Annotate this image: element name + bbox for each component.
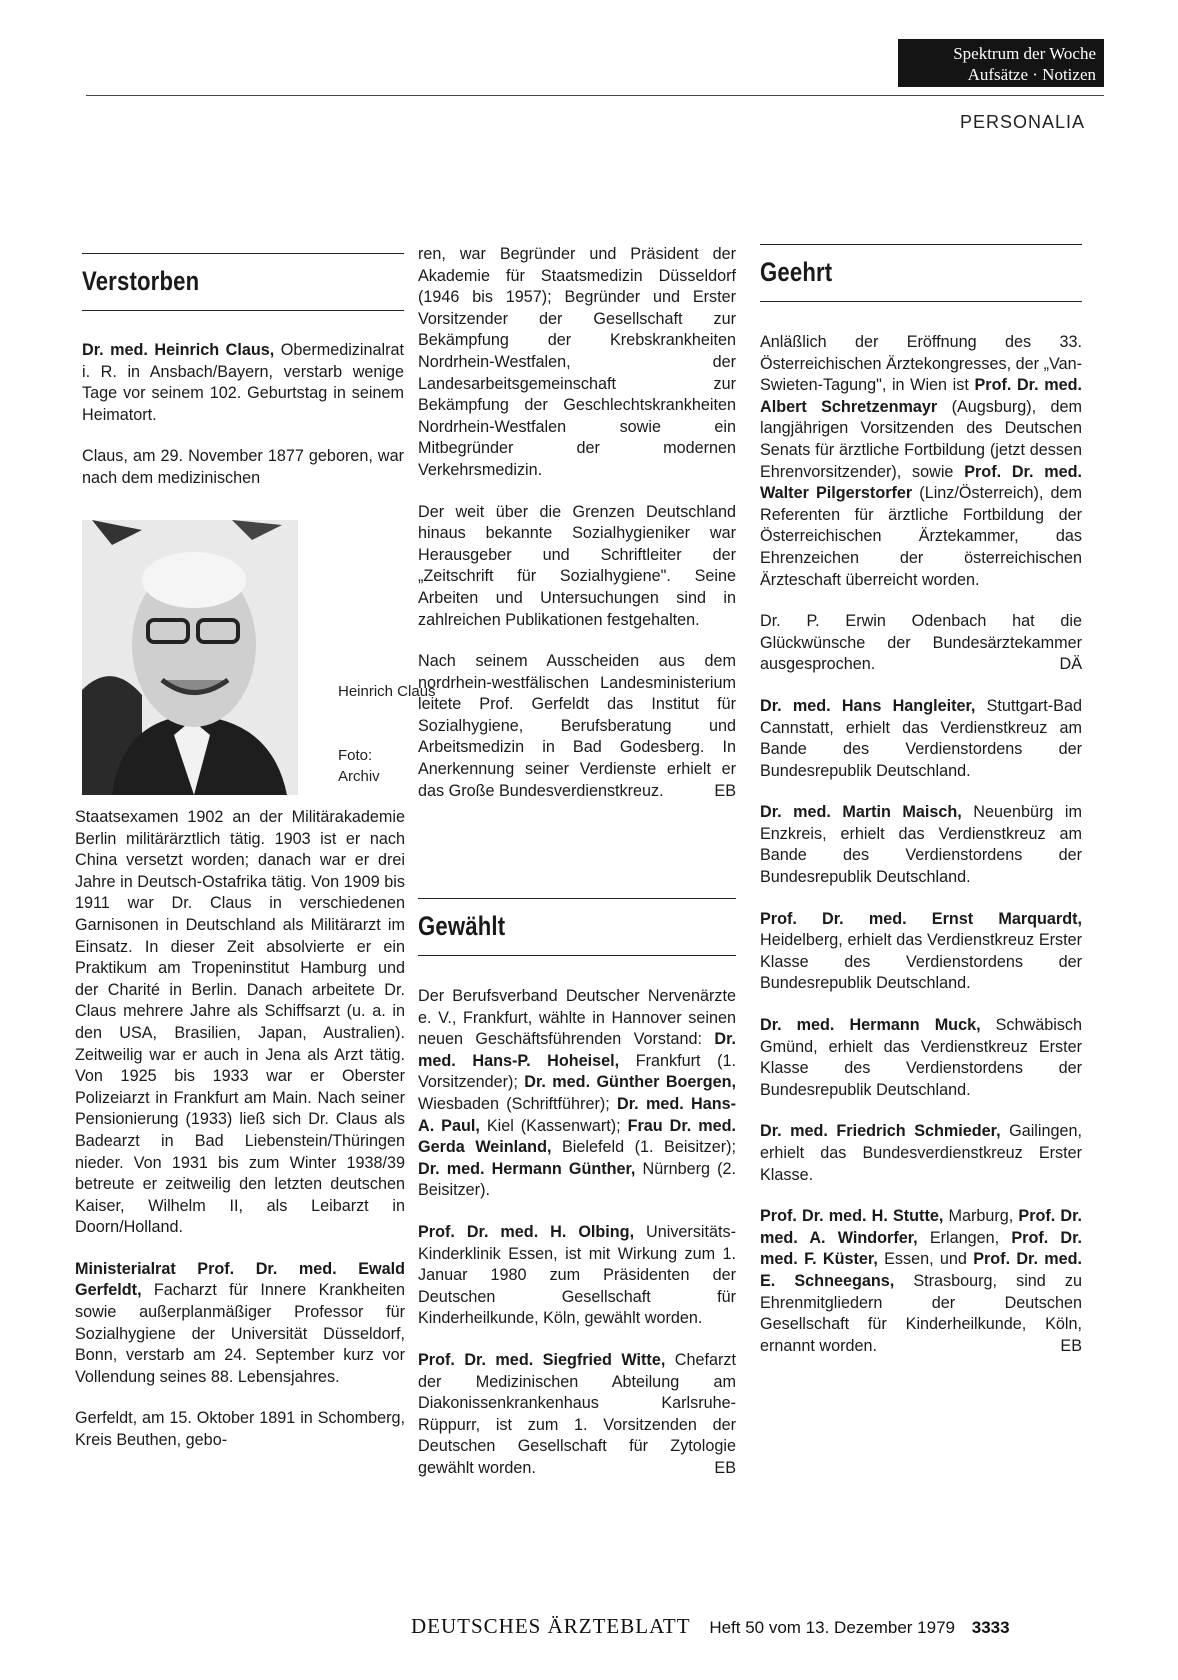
- person-name: Dr. med. Günther Boergen,: [524, 1073, 736, 1092]
- heading-geehrt-block: [760, 244, 1082, 302]
- text: (Augsburg), dem langjährigen Vorsitzenden des Deutschen Senats für ärztliche Fortbildung (jetzt dessen Ehrenvorsitzender), sowie: [760, 397, 1082, 481]
- heading-geehrt: Geehrt: [760, 257, 833, 287]
- paragraph: Der weit über die Grenzen Deutschland hinaus bekannte Sozialhygieniker war Herausgeber und Schriftleiter der „Zeitschrift für Sozialhygiene". Seine Arbeiten und Untersuchungen sind in zahlreichen Publikationen festgehalten.: [418, 502, 736, 629]
- text: (Linz/Österreich), dem Referenten für ärztliche Fortbildung der Österreichischen Ärztekammer, das Ehrenzeichen der österreichischen Ärzteschaft überreicht worden.: [760, 484, 1083, 589]
- author-sign: EB: [714, 781, 736, 800]
- paragraph: [760, 909, 1082, 995]
- paragraph: [760, 1015, 1082, 1101]
- text: Kiel (Kassenwart);: [479, 1116, 628, 1135]
- text: Nach seinem Ausscheiden aus dem nordrhein-westfälischen Landesministerium leitete Prof. Gerfeldt das Institut für Sozialhygiene, Berufsberatung und Arbeitsmedizin in Bad Godesberg. In Anerkennung seiner Verdienste erhielt er das Große Bundesverdienstkreuz.: [418, 652, 736, 800]
- heading-rule-top: [82, 253, 404, 254]
- text: Anläßlich der Eröffnung des 33. Österreichischen Ärztekongresses, der „Van-Swieten-Tagung", in Wien ist: [760, 333, 1082, 395]
- photo-caption-credit: Foto: Archiv: [338, 747, 380, 785]
- text: Marburg,: [943, 1207, 1019, 1226]
- text: Schwäbisch Gmünd, erhielt das Verdienstkreuz Erster Klasse des Verdienstordens der Bundesrepublik Deutschland.: [760, 1016, 1083, 1099]
- paragraph: [760, 611, 1082, 676]
- section-title: PERSONALIA: [960, 112, 1086, 132]
- column-1-bottom: [75, 807, 405, 1472]
- paragraph: Claus, am 29. November 1877 geboren, war nach dem medizinischen: [82, 447, 404, 487]
- text: Stuttgart-Bad Cannstatt, erhielt das Verdienstkreuz am Bande des Verdienstordens der Bundesrepublik Deutschland.: [760, 696, 1082, 780]
- heading-rule-bottom: [418, 955, 736, 956]
- person-name: Frau Dr. med. Gerda Weinland,: [418, 1116, 736, 1157]
- heading-verstorben-block: [82, 253, 404, 311]
- person-name: Prof. Dr. med. F. Küster,: [760, 1228, 1083, 1269]
- person-name: Dr. med. Hermann Muck,: [760, 1016, 981, 1035]
- heading-verstorben: Verstorben: [82, 266, 200, 296]
- heading-rule-bottom: [82, 310, 404, 311]
- text: Erlangen,: [917, 1228, 1012, 1247]
- person-name: Dr. med. Heinrich Claus,: [82, 341, 275, 359]
- heading-gewaehlt-block: [418, 898, 736, 956]
- author-sign: EB: [714, 1458, 736, 1477]
- header-divider: [86, 95, 1104, 96]
- person-name: Prof. Dr. med. H. Olbing,: [418, 1222, 635, 1241]
- page-footer: [411, 1614, 1010, 1639]
- person-name: Prof. Dr. med. A. Windorfer,: [760, 1207, 1082, 1247]
- text: Nürnberg (2. Beisitzer).: [418, 1159, 736, 1200]
- portrait-image: [82, 520, 298, 795]
- paragraph: [418, 986, 736, 1202]
- column-2-top: [418, 244, 736, 822]
- heading-rule-top: [418, 898, 736, 899]
- person-name: Ministerialrat Prof. Dr. med. Ewald Gerfeldt,: [75, 1259, 405, 1300]
- text: Wiesbaden (Schriftführer);: [418, 1094, 618, 1113]
- text: Bielefeld (1. Beisitzer);: [551, 1138, 736, 1157]
- text: Chefarzt der Medizinischen Abteilung am Diakonissenkrankenhaus Karlsruhe-Rüppurr, ist zum 1. Vorsitzenden der Deutschen Gesellschaft für Zytologie gewählt worden.: [418, 1350, 736, 1477]
- paragraph: Gerfeldt, am 15. Oktober 1891 in Schomberg, Kreis Beuthen, gebo-: [75, 1409, 405, 1450]
- badge-line-1: Spektrum der Woche: [953, 44, 1096, 63]
- text: Facharzt für Innere Krankheiten sowie außerplanmäßiger Professor für Sozialhygiene der Universität Düsseldorf, Bonn, verstarb am 24. September kurz vor Vollendung seines 88. Lebensjahres.: [75, 1281, 405, 1386]
- badge-line-2: Aufsätze · Notizen: [967, 65, 1096, 84]
- author-sign: EB: [1060, 1336, 1082, 1355]
- column-3: [760, 332, 1082, 1377]
- text: Obermedizinalrat i. R. in Ansbach/Bayern, verstarb wenige Tage vor seinem 102. Geburtstag in seinem Heimatort.: [82, 341, 404, 424]
- portrait-photo: [82, 520, 298, 795]
- heading-rule-bottom: [760, 301, 1082, 302]
- text: Dr. P. Erwin Odenbach hat die Glückwünsche der Bundesärztekammer ausgesprochen.: [760, 612, 1082, 674]
- text: Frankfurt (1. Vorsitzender);: [418, 1051, 736, 1092]
- paragraph: [760, 1121, 1082, 1186]
- paragraph: [760, 1206, 1082, 1357]
- person-name: Prof. Dr. med. H. Stutte,: [760, 1207, 944, 1226]
- person-name: Prof. Dr. med. Siegfried Witte,: [418, 1350, 666, 1369]
- paragraph: [418, 651, 736, 802]
- person-name: Dr. med. Hans-P. Hoheisel,: [418, 1030, 736, 1070]
- author-sign: DÄ: [1059, 655, 1082, 674]
- paragraph: Staatsexamen 1902 an der Militärakademie Berlin militärärztlich tätig. 1903 ist er nach China versetzt worden; danach war er drei Jahre in Deutsch-Ostafrika tätig. Von 1909 bis 1911 war Dr. Claus in verschiedenen Garnisonen in Deutschland als Militärarzt im Einsatz. In dieser Zeit absolvierte er ein Praktikum am Tropeninstitut Hamburg und der Charité in Berlin. Danach arbeitete Dr. Claus mehrere Jahre als Schiffsarzt (u. a. in den USA, Brasilien, Japan, Australien). Zeitweilig war er auch in Jena als Arzt tätig. Von 1925 bis 1933 war er Oberster Polizeiarzt in Frankfurt am Main. Nach seiner Pensionierung (1933) ließ sich Dr. Claus als Badearzt in Bad Liebenstein/Thüringen nieder. Von 1931 bis zum Winter 1938/39 betreute er zeitweilig den letzten deutschen Kaiser, Wilhelm II, als Leibarzt in Doorn/Holland.: [75, 808, 405, 1237]
- text: Heidelberg, erhielt das Verdienstkreuz Erster Klasse des Verdienstordens der Bundesrepublik Deutschland.: [760, 931, 1082, 993]
- person-name: Dr. med. Friedrich Schmieder,: [760, 1122, 1001, 1141]
- text: Neuenbürg im Enzkreis, erhielt das Verdienstkreuz am Bande des Verdienstordens der Bundesrepublik Deutschland.: [760, 803, 1082, 887]
- person-name: Prof. Dr. med. Albert Schretzenmayr: [760, 376, 1082, 416]
- text: Strasbourg, sind zu Ehrenmitgliedern der Deutschen Gesellschaft für Kinderheilkunde, Köln, ernannt worden.: [760, 1271, 1082, 1355]
- text: Essen, und: [877, 1250, 974, 1269]
- paragraph: [418, 1350, 736, 1480]
- paragraph: ren, war Begründer und Präsident der Akademie für Staatsmedizin Düsseldorf (1946 bis 1957); Begründer und Erster Vorsitzender der Gesellschaft zur Bekämpfung der Krebskrankheiten Nordrhein-Westfalen, der Landesarbeitsgemeinschaft zur Bekämpfung der Geschlechtskrankheiten Nordrhein-Westfalen sowie ein Mitbegründer der modernen Verkehrsmedizin.: [418, 245, 736, 479]
- heading-rule-top: [760, 244, 1082, 245]
- text: Gailingen, erhielt das Bundesverdienstkreuz Erster Klasse.: [760, 1122, 1082, 1184]
- section-badge: [898, 39, 1104, 87]
- person-name: Prof. Dr. med. Walter Pilgerstorfer: [760, 462, 1082, 503]
- column-1-top: [82, 340, 404, 510]
- heading-gewaehlt: Gewählt: [418, 911, 506, 941]
- photo-caption-name: Heinrich Claus: [338, 683, 436, 700]
- paragraph: [760, 802, 1082, 888]
- column-2-bottom: [418, 986, 736, 1499]
- publication-name: DEUTSCHES ÄRZTEBLATT: [411, 1614, 691, 1638]
- person-name: Prof. Dr. med. Ernst Marquardt,: [760, 909, 1082, 928]
- paragraph: [418, 1222, 736, 1330]
- paragraph: [75, 1259, 405, 1389]
- person-name: Dr. med. Martin Maisch,: [760, 803, 962, 822]
- person-name: Prof. Dr. med. E. Schneegans,: [760, 1250, 1083, 1290]
- paragraph: [82, 340, 404, 426]
- text: Universitäts-Kinderklinik Essen, ist mit Wirkung zum 1. Januar 1980 zum Präsidenten der Deutschen Gesellschaft für Kinderheilkunde, Köln, gewählt worden.: [418, 1222, 736, 1328]
- paragraph: [760, 332, 1082, 591]
- person-name: Dr. med. Hermann Günther,: [418, 1159, 636, 1178]
- person-name: Dr. med. Hans Hangleiter,: [760, 696, 976, 715]
- page-number: 3333: [971, 1618, 1010, 1637]
- issue-info: Heft 50 vom 13. Dezember 1979: [709, 1618, 955, 1637]
- paragraph: [760, 696, 1082, 782]
- text: Der Berufsverband Deutscher Nervenärzte e. V., Frankfurt, wählte in Hannover seinen neuen Geschäftsführenden Vorstand:: [418, 987, 736, 1049]
- person-name: Dr. med. Hans-A. Paul,: [418, 1094, 737, 1135]
